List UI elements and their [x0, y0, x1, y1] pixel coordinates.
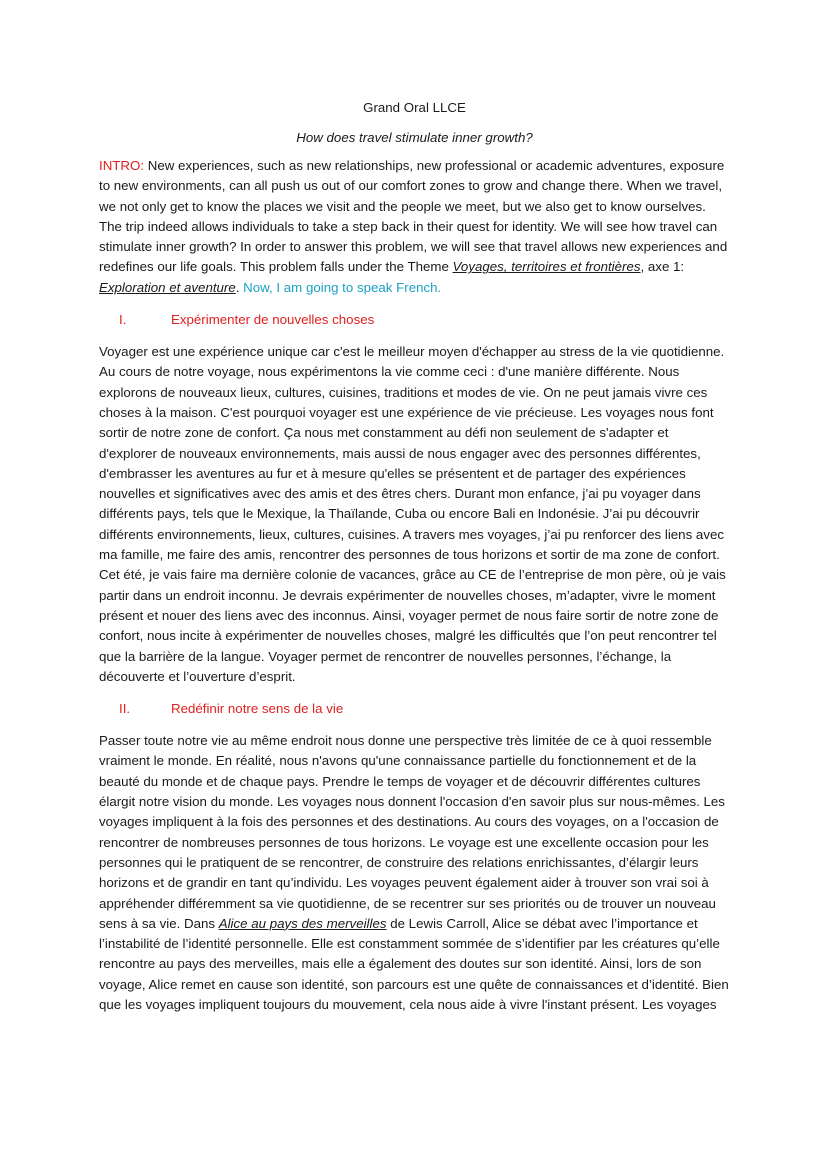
- document-title: Grand Oral LLCE: [363, 100, 466, 115]
- section-2-heading: [119, 699, 730, 719]
- section-2-text-after: de Lewis Carroll, Alice se débat avec l’importance et l’instabilité de l’identité personnelle. Elle est constamment sommée de s’identifier par les créatures qu’elle rencontre au pays des merveilles, mais elle a également des doutes sur son identité. Ainsi, lors de son voyage, Alice remet en cause son identité, son parcours est une quête de connaissances et d’identité. Bien que les voyages impliquent toujours du mouvement, cela nous aide à vivre l'instant présent. Les voyages: [99, 915, 729, 1012]
- intro-paragraph: [99, 156, 730, 298]
- section-2-text-before: Passer toute notre vie au même endroit nous donne une perspective très limitée de ce à quoi ressemble vraiment le monde. En réalité, nous n'avons qu'une connaissance partielle du fonctionnement et de la beauté du monde et de chaque pays. Prendre le temps de voyager et de découvrir différentes cultures élargit notre vision du monde. Les voyages nous donnent l'occasion d'en savoir plus sur nous-mêmes. Les voyages impliquent à la fois des personnes et des destinations. Au cours des voyages, on a l'occasion de rencontrer de nombreuses personnes de tous horizons. Le voyage est une excellente occasion pour les personnes qui le pratiquent de se rencontrer, de construire des relations enrichissantes, d’élargir leurs horizons et de grandir en tant qu’individu. Les voyages peuvent également aider à trouver son vrai soi à appréhender différemment sa vie quotidienne, de se recentrer sur ses priorités ou de trouver un nouveau sens à sa vie. Dans: [99, 733, 725, 931]
- section-1-title: Expérimenter de nouvelles choses: [171, 312, 375, 328]
- axis-name: Exploration et aventure: [99, 279, 236, 295]
- intro-dot: .: [235, 279, 240, 295]
- intro-label: INTRO:: [99, 158, 145, 173]
- intro-text: New experiences, such as new relationships, new professional or academic adventures, exposure to new environments, can all push us out of our comfort zones to grow and change there. When we travel, we not only get to know the places we visit and the people we meet, but we also get to know ourselves. The trip indeed allows individuals to take a step back in their quest for identity. We will see how travel can stimulate inner growth? In order to answer this problem, we will see that travel allows new experiences and redefines our life goals. This problem falls under the Theme: [99, 158, 728, 275]
- section-2-number: II.: [119, 701, 131, 717]
- section-1-number: I.: [119, 312, 127, 328]
- section-2-paragraph: [99, 731, 730, 1015]
- intro-mid: , axe 1:: [640, 259, 685, 275]
- section-2-title: Redéfinir notre sens de la vie: [171, 701, 344, 717]
- section-1-heading: [119, 310, 730, 330]
- section-1-paragraph: Voyager est une expérience unique car c'est le meilleur moyen d'échapper au stress de la vie quotidienne. Au cours de notre voyage, nous expérimentons la vie comme ceci : d'une manière différente. Nous explorons de nouveaux lieux, cultures, cuisines, traditions et modes de vie. On ne peut jamais vivre ces choses à la maison. C'est pourquoi voyager est une expérience de vie précieuse. Les voyages nous font sortir de notre zone de confort. Ça nous met constamment au défi non seulement de s'adapter et d'explorer de nouveaux environnements, mais aussi de nous engager avec des personnes différentes, d'embrasser les aventures au fur et à mesure qu'elles se présentent et de partager des expériences nouvelles et significatives avec des amis et des êtres chers. Durant mon enfance, j’ai pu voyager dans différents pays, tels que le Mexique, la Thaïlande, Cuba ou encore Bali en Indonésie. J’ai pu découvrir différents environnements, lieux, cultures, cuisines. A travers mes voyages, j’ai pu renforcer des liens avec ma famille, me faire des amis, rencontrer des personnes de tous horizons et sortir de ma zone de confort. Cet été, je vais faire ma dernière colonie de vacances, grâce au CE de l’entreprise de mon père, où je vais partir dans un endroit inconnu. Je devrais expérimenter de nouvelles choses, m’adapter, vivre le moment présent et nouer des liens avec des inconnus. Ainsi, voyager permet de nous faire sortir de notre zone de confort, nous incite à expérimenter de nouvelles choses, malgré les difficultés que l’on peut rencontrer tel que la barrière de la langue. Voyager permet de rencontrer de nouvelles personnes, l’échange, la découverte et l’ouverture d’esprit.: [99, 344, 726, 684]
- theme-name: Voyages, territoires et frontières: [452, 259, 641, 275]
- document-subtitle: How does travel stimulate inner growth?: [296, 130, 533, 145]
- french-note: Now, I am going to speak French.: [239, 279, 442, 295]
- book-title: Alice au pays des merveilles: [218, 915, 387, 931]
